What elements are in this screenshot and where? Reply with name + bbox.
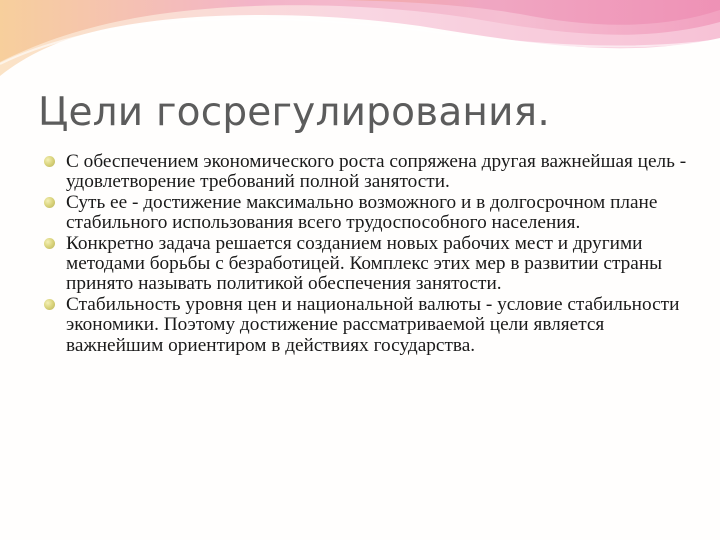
slide-title: Цели госрегулирования. bbox=[38, 90, 550, 135]
bullet-text: Конкретно задача решается созданием новых рабочих мест и другими методами борьбы с безработицей. Комплекс этих мер в развитии страны принято называть политикой обеспечения занятости. bbox=[66, 232, 663, 295]
bullet-text: Стабильность уровня цен и национальной валюты - условие стабильности экономики. Поэтому достижение рассматриваемой цели является важнейшим ориентиром в действиях государства. bbox=[66, 293, 680, 356]
bullet-dot-icon bbox=[44, 197, 55, 208]
bullet-text: Суть ее - достижение максимально возможного и в долгосрочном плане стабильного использования всего трудоспособного населения. bbox=[66, 191, 658, 234]
bullet-item bbox=[44, 234, 692, 295]
bullet-item bbox=[44, 152, 692, 193]
bullet-item bbox=[44, 295, 692, 356]
bullet-item bbox=[44, 193, 692, 234]
bullet-dot-icon bbox=[44, 299, 55, 310]
bullet-list bbox=[44, 152, 692, 356]
bullet-text: С обеспечением экономического роста сопряжена другая важнейшая цель - удовлетворение требований полной занятости. bbox=[66, 151, 687, 193]
decorative-wave-banner bbox=[0, 0, 720, 90]
bullet-dot-icon bbox=[44, 238, 55, 249]
bullet-dot-icon bbox=[44, 156, 55, 167]
